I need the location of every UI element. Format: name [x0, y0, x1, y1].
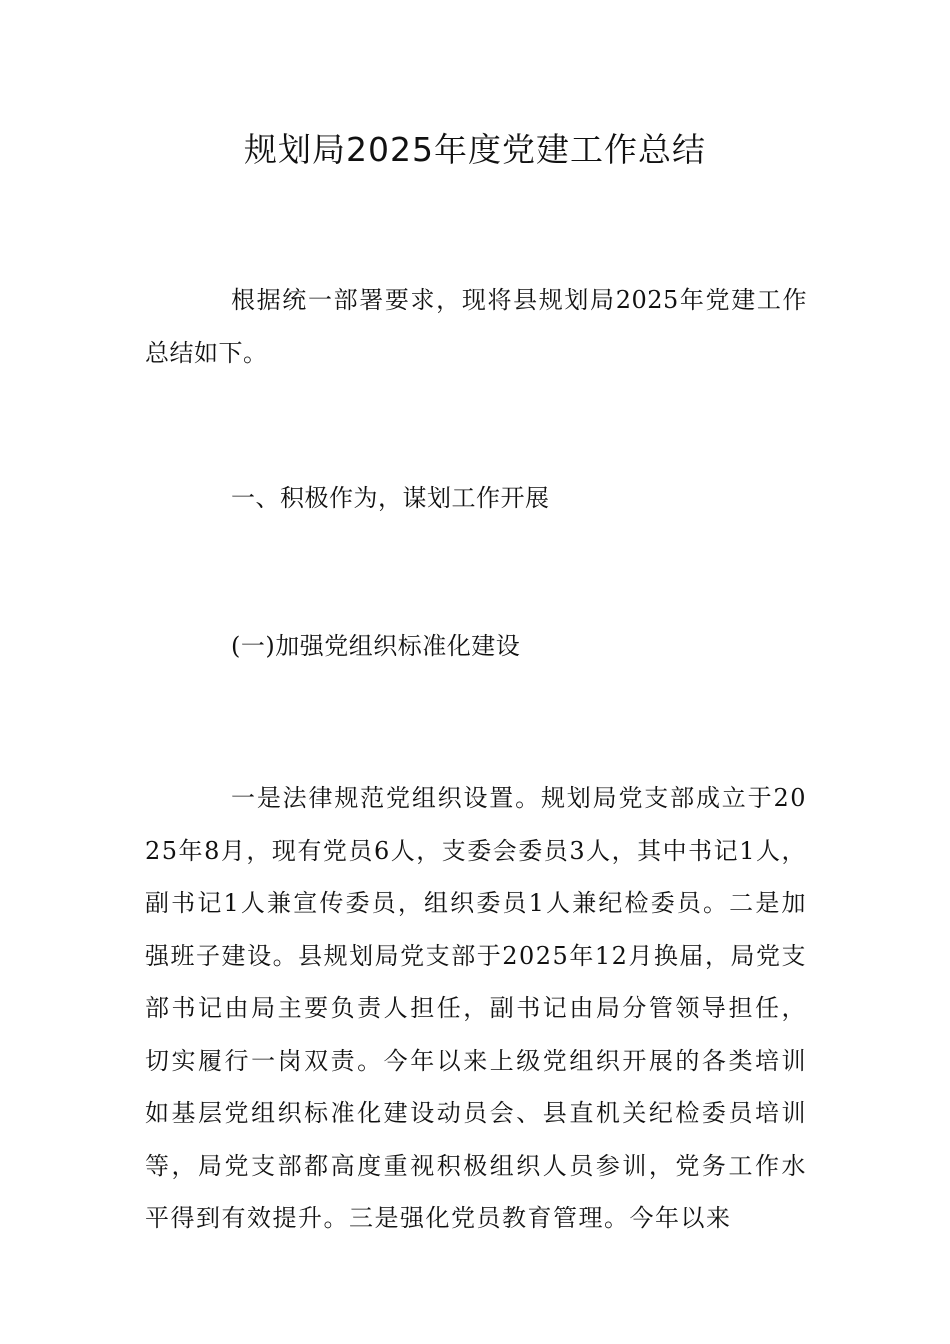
- body-paragraph: 一是法律规范党组织设置。规划局党支部成立于2025年8月，现有党员6人，支委会委员3人，其中书记1人，副书记1人兼宣传委员，组织委员1人兼纪检委员。二是加强班子建设。县规划局党支部于2025年12月换届，局党支部书记由局主要负责人担任，副书记由局分管领导担任，切实履行一岗双责。今年以来上级党组织开展的各类培训如基层党组织标准化建设动员会、县直机关纪检委员培训等，局党支部都高度重视积极组织人员参训，党务工作水平得到有效提升。三是强化党员教育管理。今年以来: [145, 784, 807, 1232]
- document-title: 规划局2025年度党建工作总结: [244, 130, 706, 169]
- section-heading: 一、积极作为，谋划工作开展: [231, 484, 550, 512]
- subsection-heading: (一)加强党组织标准化建设: [231, 632, 521, 660]
- intro-paragraph: 根据统一部署要求，现将县规划局2025年党建工作总结如下。: [145, 286, 807, 367]
